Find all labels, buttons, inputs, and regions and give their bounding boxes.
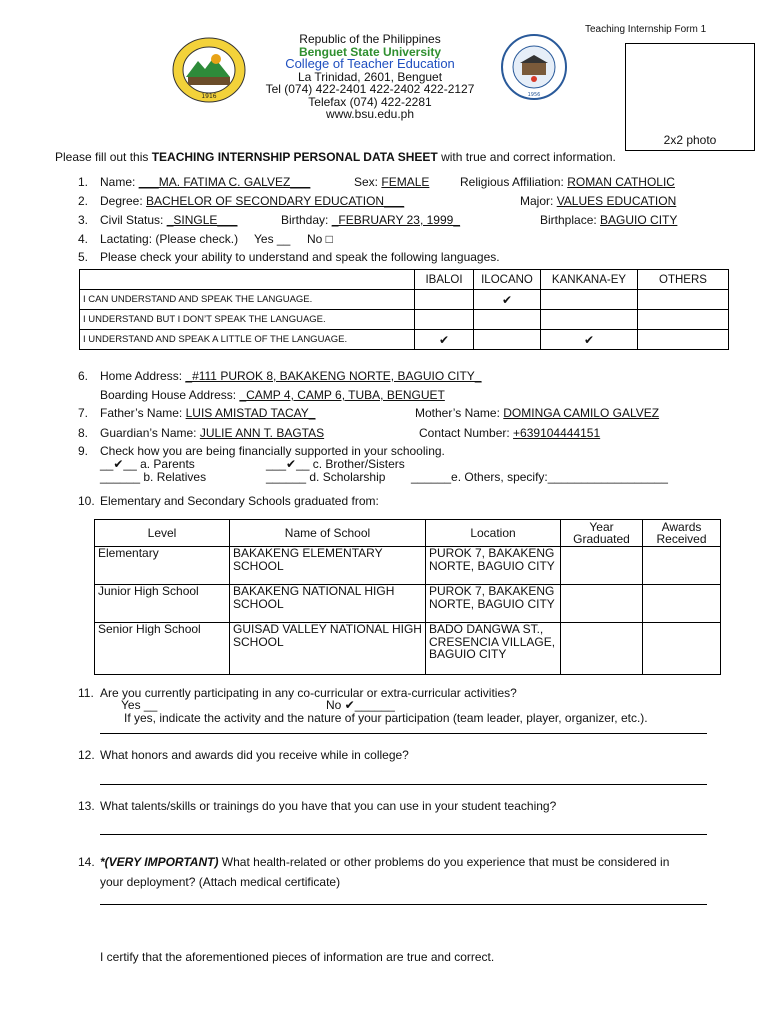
home-label: Home Address: — [100, 369, 183, 383]
lang-col-ibaloi: IBALOI — [415, 270, 474, 290]
civil-label: Civil Status: — [100, 213, 164, 227]
major-row — [520, 194, 676, 208]
intro-after: with true and correct information. — [437, 150, 616, 164]
header-web: www.bsu.edu.ph — [325, 107, 415, 121]
lang-col-ilocano: ILOCANO — [474, 270, 541, 290]
header-college: College of Teacher Education — [285, 56, 455, 71]
certify-text: I certify that the aforementioned pieces of information are true and correct. — [100, 950, 495, 964]
col-location: Location — [426, 520, 561, 547]
item-number: 9. — [78, 444, 89, 458]
photo-label: 2x2 photo — [663, 133, 717, 147]
q14-text — [100, 855, 669, 869]
guardian-label: Guardian’s Name: — [100, 426, 197, 440]
support-scholarship[interactable]: ______ d. Scholarship — [266, 470, 386, 484]
q11-if-text: If yes, indicate the activity and the nature of your participation (team leader, player, organizer, etc.). — [124, 711, 648, 725]
header-address: La Trinidad, 2601, Benguet — [297, 69, 443, 84]
bsu-year: 1916 — [201, 93, 217, 100]
table-row — [95, 547, 721, 585]
language-corner — [80, 270, 415, 290]
school-name: GUISAD VALLEY NATIONAL HIGH SCHOOL — [230, 623, 426, 675]
school-name: BAKAKENG ELEMENTARY SCHOOL — [230, 547, 426, 585]
schools-label: Elementary and Secondary Schools graduated from: — [100, 494, 379, 508]
boarding-value: _CAMP 4, CAMP 6, TUBA, BENGUET — [239, 388, 445, 402]
religion-row — [460, 175, 675, 189]
lang-check-cell[interactable] — [541, 290, 638, 310]
major-label: Major: — [520, 194, 554, 208]
answer-line[interactable] — [100, 733, 707, 734]
bsu-seal-icon — [172, 37, 246, 103]
lang-row-label: I CAN UNDERSTAND AND SPEAK THE LANGUAGE. — [80, 290, 415, 310]
header-telefax: Telefax (074) 422-2281 — [308, 94, 432, 109]
schools-header-row — [95, 520, 721, 547]
support-relatives[interactable]: ______ b. Relatives — [100, 470, 207, 484]
school-location: PUROK 7, BAKAKENG NORTE, BAGUIO CITY — [426, 547, 561, 585]
item-number: 5. — [78, 250, 89, 264]
item-number: 6. — [78, 369, 89, 383]
support-siblings[interactable]: ___✔__ c. Brother/Sisters — [266, 457, 405, 471]
table-row — [95, 585, 721, 623]
birthday-label: Birthday: — [281, 213, 329, 227]
col-year: Year Graduated — [561, 520, 643, 547]
home-row — [100, 369, 482, 383]
school-awards[interactable] — [643, 623, 721, 675]
item-number: 14. — [78, 855, 95, 869]
q11-text: Are you currently participating in any co-curricular or extra-curricular activities? — [100, 686, 517, 700]
intro-text — [55, 150, 616, 164]
boarding-row — [100, 388, 445, 402]
item-number: 3. — [78, 213, 89, 227]
header-university: Benguet State University — [298, 44, 442, 59]
support-others[interactable]: ______e. Others, specify:__________________ — [411, 470, 668, 484]
lang-check-cell[interactable]: ✔ — [541, 330, 638, 350]
birthday-value: _FEBRUARY 23, 1999_ — [331, 213, 461, 227]
lactating-label: Lactating: (Please check.) — [100, 232, 239, 246]
item-number: 4. — [78, 232, 89, 246]
father-value: LUIS AMISTAD TACAY_ — [185, 406, 316, 420]
item-number: 12. — [78, 748, 95, 762]
school-level: Junior High School — [95, 585, 230, 623]
guardian-value: JULIE ANN T. BAGTAS — [199, 426, 325, 440]
mother-label: Mother’s Name: — [415, 406, 500, 420]
letterhead — [250, 33, 490, 121]
sex-label: Sex: — [354, 175, 379, 189]
q14-line2: your deployment? (Attach medical certificate) — [100, 875, 341, 889]
birthday-row — [281, 213, 460, 227]
cte-seal-icon — [500, 33, 568, 101]
lactating-yes[interactable]: Yes __ — [254, 232, 291, 246]
col-awards: Awards Received — [643, 520, 721, 547]
home-value: _#111 PUROK 8, BAKAKENG NORTE, BAGUIO CITY_ — [185, 369, 482, 383]
civil-row — [100, 213, 237, 227]
school-location: PUROK 7, BAKAKENG NORTE, BAGUIO CITY — [426, 585, 561, 623]
birthplace-value: BAGUIO CITY — [600, 213, 678, 227]
school-year[interactable] — [561, 585, 643, 623]
lang-check-cell[interactable] — [474, 330, 541, 350]
lang-check-cell[interactable] — [474, 310, 541, 330]
school-year[interactable] — [561, 547, 643, 585]
header-country: Republic of the Philippines — [299, 32, 441, 46]
religion-label: Religious Affiliation: — [460, 175, 564, 189]
table-row — [80, 330, 729, 350]
lang-check-cell[interactable] — [415, 310, 474, 330]
item-number: 1. — [78, 175, 89, 189]
sex-row — [354, 175, 429, 189]
schools-table — [94, 519, 721, 675]
father-label: Father’s Name: — [100, 406, 183, 420]
q14-line1: What health-related or other problems do you experience that must be considered in — [218, 855, 670, 869]
school-level: Elementary — [95, 547, 230, 585]
support-label: Check how you are being financially supported in your schooling. — [100, 444, 445, 458]
lang-check-cell[interactable] — [415, 290, 474, 310]
lang-row-label: I UNDERSTAND BUT I DON’T SPEAK THE LANGUAGE. — [80, 310, 415, 330]
lang-check-cell[interactable] — [541, 310, 638, 330]
table-row — [95, 623, 721, 675]
answer-line[interactable] — [100, 904, 707, 905]
name-row — [100, 175, 310, 189]
col-level: Level — [95, 520, 230, 547]
language-header-row — [80, 270, 729, 290]
lang-check-cell[interactable]: ✔ — [474, 290, 541, 310]
degree-label: Degree: — [100, 194, 143, 208]
civil-value: _SINGLE___ — [166, 213, 238, 227]
name-value: ___MA. FATIMA C. GALVEZ___ — [138, 175, 311, 189]
school-year[interactable] — [561, 623, 643, 675]
lactating-no[interactable]: No □ — [307, 232, 333, 246]
guardian-row — [100, 426, 324, 440]
lang-label: Please check your ability to understand and speak the following languages. — [100, 250, 500, 264]
photo-box — [625, 43, 755, 151]
school-awards[interactable] — [643, 547, 721, 585]
table-row — [80, 310, 729, 330]
lang-check-cell[interactable] — [638, 290, 729, 310]
degree-row — [100, 194, 404, 208]
school-level: Senior High School — [95, 623, 230, 675]
school-location: BADO DANGWA ST., CRESENCIA VILLAGE, BAGUIO CITY — [426, 623, 561, 675]
mother-value: DOMINGA CAMILO GALVEZ — [503, 406, 660, 420]
answer-line[interactable] — [100, 834, 707, 835]
name-label: Name: — [100, 175, 136, 189]
item-number: 2. — [78, 194, 89, 208]
col-name: Name of School — [230, 520, 426, 547]
item-number: 11. — [78, 686, 94, 700]
mother-row — [415, 406, 659, 420]
item-number: 8. — [78, 426, 89, 440]
lang-check-cell[interactable] — [638, 310, 729, 330]
form-label: Teaching Internship Form 1 — [585, 24, 707, 35]
contact-value: +639104444151 — [513, 426, 601, 440]
father-row — [100, 406, 315, 420]
q11-no[interactable]: No ✔______ — [326, 698, 395, 712]
support-parents[interactable]: __✔__ a. Parents — [100, 457, 195, 471]
item-number: 13. — [78, 799, 95, 813]
language-table — [79, 269, 729, 350]
intro-before: Please fill out this — [55, 150, 152, 164]
q13-text: What talents/skills or trainings do you have that you can use in your student teaching? — [100, 799, 557, 813]
sex-value: FEMALE — [381, 175, 430, 189]
header-tel: Tel (074) 422-2401 422-2402 422-2127 — [265, 82, 475, 96]
birthplace-row — [540, 213, 677, 227]
cte-year: 1956 — [527, 92, 541, 98]
q12-text: What honors and awards did you receive while in college? — [100, 748, 409, 762]
answer-line[interactable] — [100, 784, 707, 785]
major-value: VALUES EDUCATION — [556, 194, 677, 208]
lang-check-cell[interactable]: ✔ — [415, 330, 474, 350]
intro-bold: TEACHING INTERNSHIP PERSONAL DATA SHEET — [151, 150, 438, 164]
birthplace-label: Birthplace: — [540, 213, 597, 227]
religion-value: ROMAN CATHOLIC — [567, 175, 675, 189]
degree-value: BACHELOR OF SECONDARY EDUCATION___ — [146, 194, 405, 208]
school-name: BAKAKENG NATIONAL HIGH SCHOOL — [230, 585, 426, 623]
lang-check-cell[interactable] — [638, 330, 729, 350]
contact-row — [419, 426, 600, 440]
q11-yes[interactable]: Yes __ — [121, 698, 158, 712]
contact-label: Contact Number: — [419, 426, 510, 440]
item-number: 7. — [78, 406, 89, 420]
lang-col-kankanaey: KANKANA-EY — [541, 270, 638, 290]
lang-col-others: OTHERS — [638, 270, 729, 290]
school-awards[interactable] — [643, 585, 721, 623]
q14-emphasis: *(VERY IMPORTANT) — [100, 855, 219, 869]
table-row — [80, 290, 729, 310]
lang-row-label: I UNDERSTAND AND SPEAK A LITTLE OF THE LANGUAGE. — [80, 330, 415, 350]
item-number: 10. — [78, 494, 95, 508]
boarding-label: Boarding House Address: — [100, 388, 237, 402]
